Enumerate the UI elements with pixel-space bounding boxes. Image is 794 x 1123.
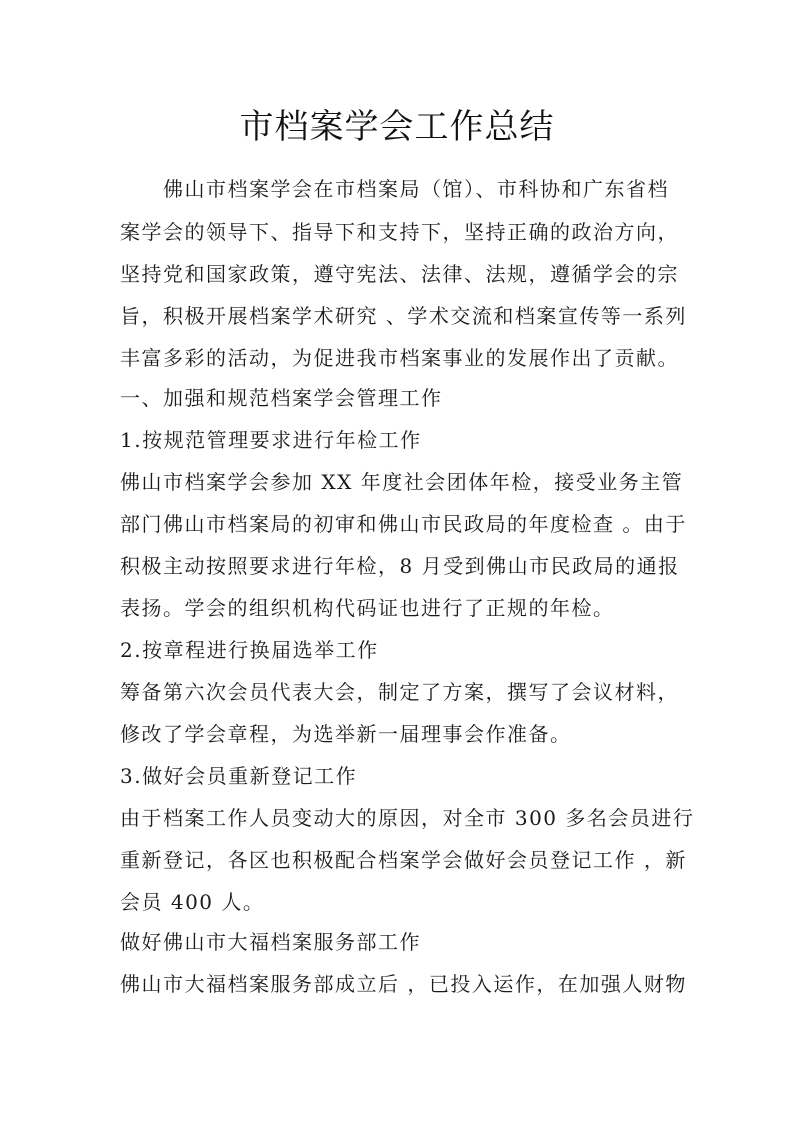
paragraph-line: 积极主动按照要求进行年检，8 月受到佛山市民政局的通报 — [120, 554, 680, 578]
subsection-heading: 3.做好会员重新登记工作 — [120, 764, 358, 788]
subsection-heading: 做好佛山市大福档案服务部工作 — [120, 930, 421, 954]
paragraph-line: 佛山市档案学会在市档案局（馆）、市科协和广东省档 — [163, 177, 669, 201]
paragraph-line: 筹备第六次会员代表大会，制定了方案，撰写了会议材料， — [120, 680, 679, 704]
paragraph-line: 佛山市档案学会参加 XX 年度社会团体年检，接受业务主管 — [120, 470, 684, 494]
subsection-heading: 1.按规范管理要求进行年检工作 — [120, 428, 422, 452]
paragraph-line: 由于档案工作人员变动大的原因，对全市 300 多名会员进行 — [120, 806, 695, 830]
paragraph-line: 丰富多彩的活动，为促进我市档案事业的发展作出了贡献。 — [120, 346, 679, 370]
paragraph-line: 旨，积极开展档案学术研究 、学术交流和档案宣传等一系列 — [120, 304, 687, 328]
page-title: 市档案学会工作总结 — [239, 107, 555, 147]
paragraph-line: 表扬。学会的组织机构代码证也进行了正规的年检。 — [120, 596, 615, 620]
paragraph-line: 坚持党和国家政策，遵守宪法、法律、法规，遵循学会的宗 — [120, 262, 679, 286]
paragraph-line: 重新登记，各区也积极配合档案学会做好会员登记工作 ，新 — [120, 848, 687, 872]
section-heading: 一、加强和规范档案学会管理工作 — [120, 386, 443, 410]
subsection-heading: 2.按章程进行换届选举工作 — [120, 638, 379, 662]
paragraph-line: 修改了学会章程，为选举新一届理事会作准备。 — [120, 722, 572, 746]
paragraph-line: 案学会的领导下、指导下和支持下，坚持正确的政治方向， — [120, 220, 679, 244]
paragraph-line: 部门佛山市档案局的初审和佛山市民政局的年度检查 。由于 — [120, 512, 687, 536]
paragraph-line: 会员 400 人。 — [120, 890, 265, 914]
paragraph-line: 佛山市大福档案服务部成立后 ，已投入运作，在加强人财物 — [120, 972, 687, 996]
